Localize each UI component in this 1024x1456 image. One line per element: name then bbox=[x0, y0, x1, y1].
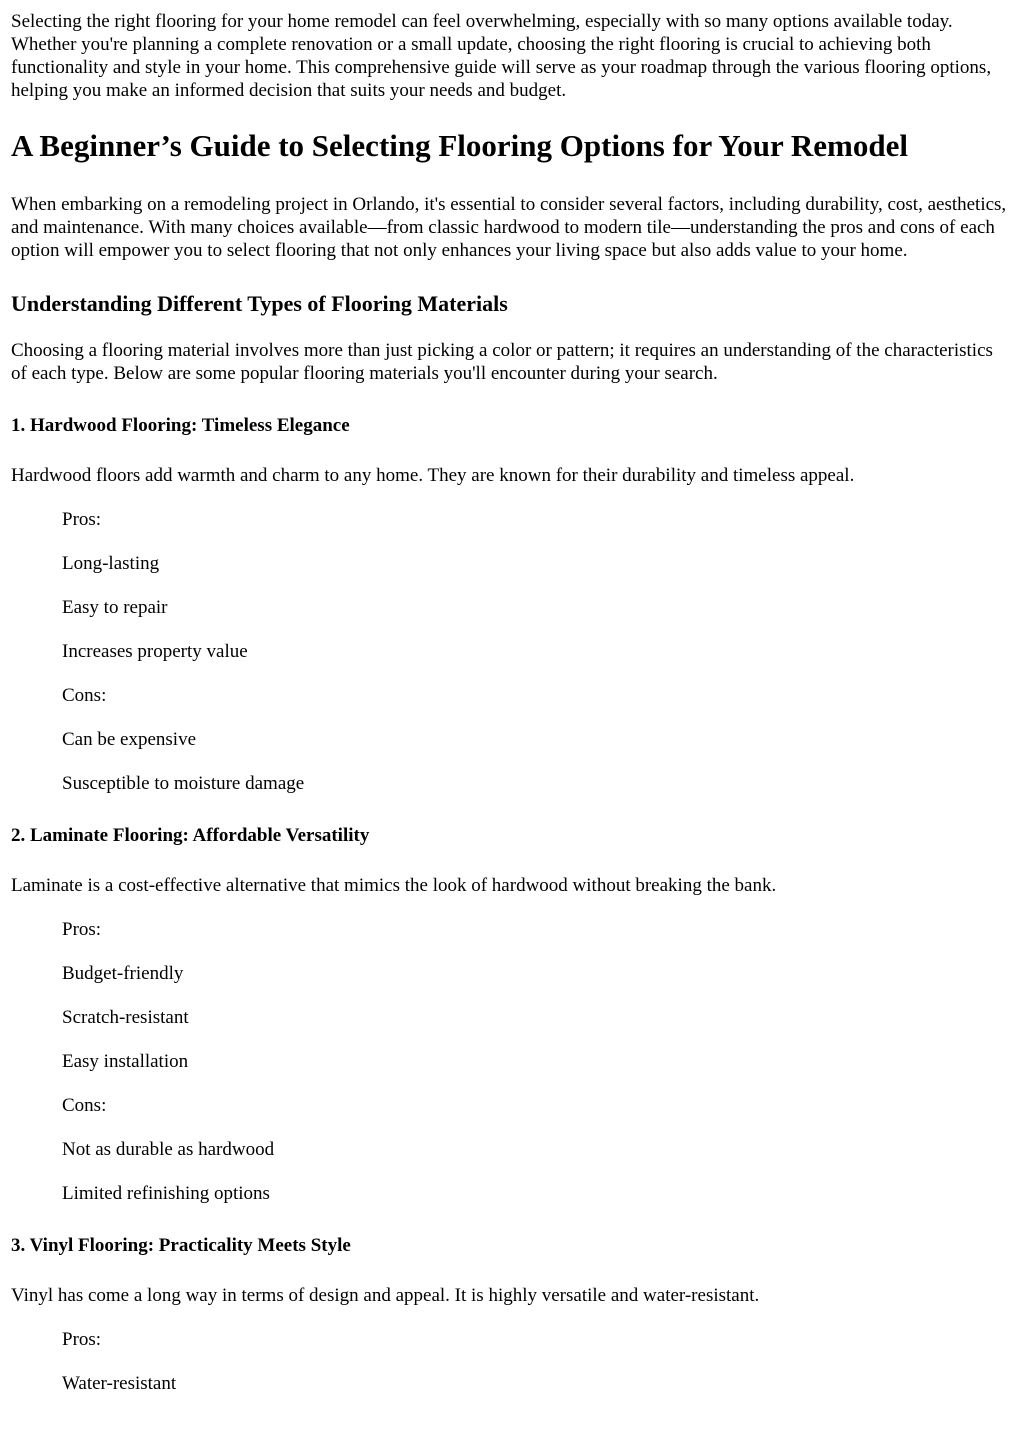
material-hardwood bbox=[11, 414, 1013, 795]
list-item: Cons: bbox=[62, 685, 107, 706]
pros-cons-list bbox=[11, 1328, 1013, 1395]
intro-paragraph: Selecting the right flooring for your home remodel can feel overwhelming, especially with so many options available today. Whether you're planning a complete renovation or a small update, choosing the right flooring is crucial to achieving both functionality and style in your home. This comprehensive guide will serve as your roadmap through the various flooring options, helping you make an informed decision that suits your needs and budget. bbox=[11, 11, 992, 101]
list-item: Long-lasting bbox=[62, 553, 160, 574]
material-heading: 3. Vinyl Flooring: Practicality Meets Style bbox=[11, 1235, 351, 1256]
list-item: Budget-friendly bbox=[62, 963, 184, 984]
material-description: Laminate is a cost-effective alternative that mimics the look of hardwood without breaking the bank. bbox=[11, 875, 777, 896]
list-item: Can be expensive bbox=[62, 729, 197, 750]
list-item: Susceptible to moisture damage bbox=[62, 773, 305, 794]
list-item: Pros: bbox=[62, 919, 102, 940]
material-description: Hardwood floors add warmth and charm to any home. They are known for their durability and timeless appeal. bbox=[11, 465, 855, 486]
list-item: Easy installation bbox=[62, 1051, 189, 1072]
section-heading: Understanding Different Types of Flooring Materials bbox=[11, 291, 508, 316]
pros-cons-list bbox=[11, 918, 1013, 1205]
pros-cons-list bbox=[11, 508, 1013, 795]
material-heading: 2. Laminate Flooring: Affordable Versatility bbox=[11, 825, 370, 846]
list-item: Cons: bbox=[62, 1095, 107, 1116]
list-item: Limited refinishing options bbox=[62, 1183, 270, 1204]
material-description: Vinyl has come a long way in terms of design and appeal. It is highly versatile and water-resistant. bbox=[11, 1285, 760, 1306]
list-item: Water-resistant bbox=[62, 1373, 177, 1394]
page-title: A Beginner’s Guide to Selecting Flooring Options for Your Remodel bbox=[11, 128, 908, 163]
list-item: Scratch-resistant bbox=[62, 1007, 189, 1028]
material-heading: 1. Hardwood Flooring: Timeless Elegance bbox=[11, 415, 350, 436]
lead-paragraph: When embarking on a remodeling project in Orlando, it's essential to consider several factors, including durability, cost, aesthetics, and maintenance. With many choices available—from classic hardwood to modern tile—understanding the pros and cons of each option will empower you to select flooring that not only enhances your living space but also adds value to your home. bbox=[11, 194, 1007, 261]
list-item: Not as durable as hardwood bbox=[62, 1139, 275, 1160]
material-laminate bbox=[11, 824, 1013, 1205]
section-paragraph: Choosing a flooring material involves more than just picking a color or pattern; it requires an understanding of the characteristics of each type. Below are some popular flooring materials you'll encounter during your search. bbox=[11, 340, 993, 384]
article bbox=[0, 10, 1024, 1395]
material-vinyl bbox=[11, 1234, 1013, 1395]
list-item: Pros: bbox=[62, 1329, 102, 1350]
list-item: Easy to repair bbox=[62, 597, 168, 618]
list-item: Increases property value bbox=[62, 641, 248, 662]
list-item: Pros: bbox=[62, 509, 102, 530]
